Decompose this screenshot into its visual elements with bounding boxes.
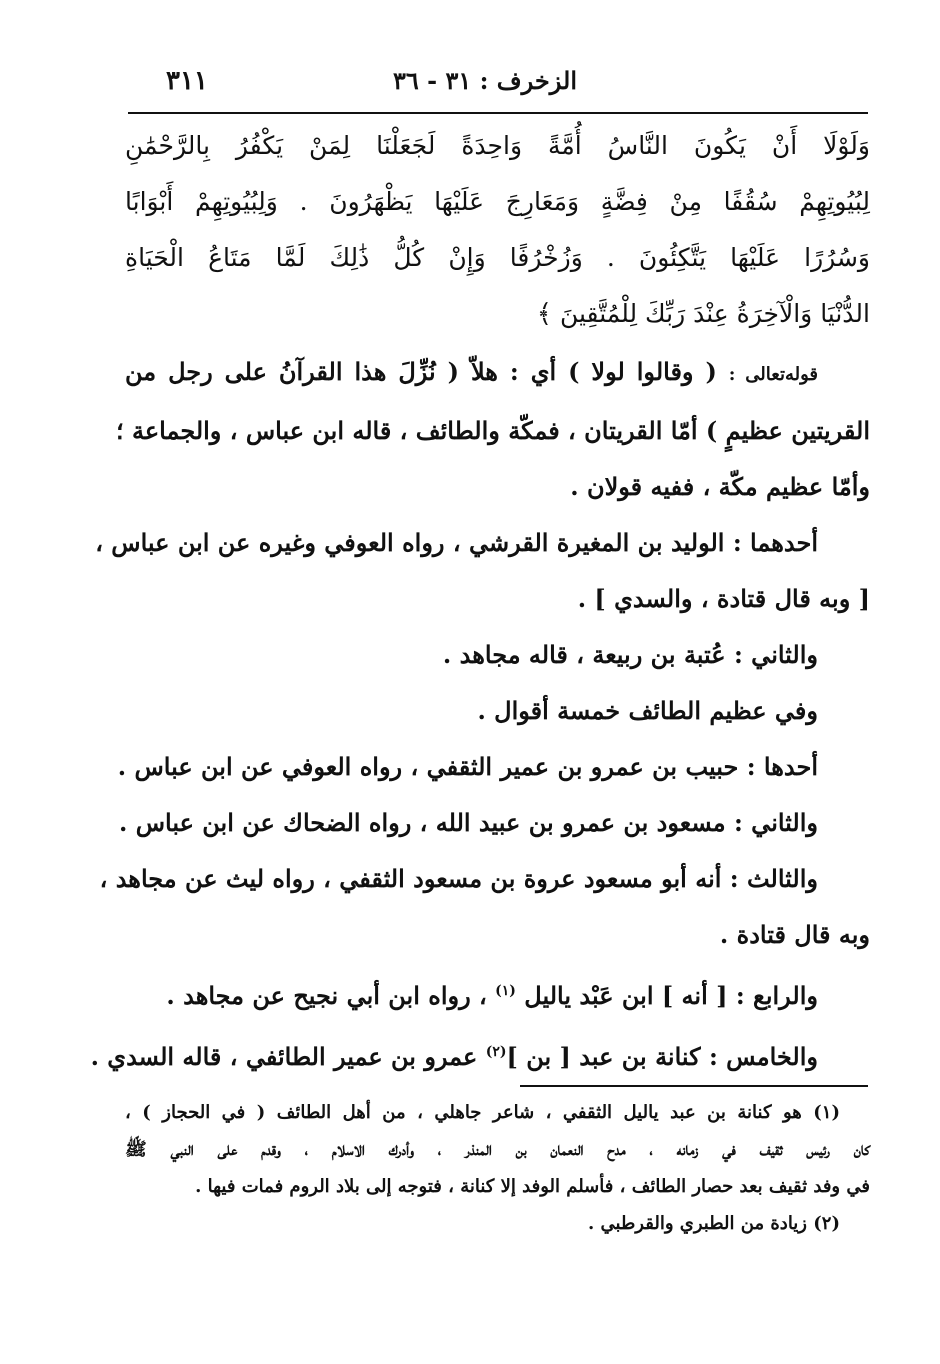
verse-line: لِبُيُوتِهِمْ سُقُفًا مِنْ فِضَّةٍ وَمَعَارِجَ عَلَيْهَا يَظْهَرُونَ . وَلِبُيُوتِهِمْ أَبْوَابًا bbox=[125, 187, 870, 216]
verse-line-text: الدُّنْيَا وَالْآخِرَةُ عِنْدَ رَبِّكَ لِلْمُتَّقِينَ bbox=[559, 299, 870, 328]
commentary-text: والرابع : [ أنه ] ابن عَبْد ياليل bbox=[524, 981, 818, 1010]
footnote-ref-2: (٢) bbox=[485, 1044, 507, 1060]
footnotes bbox=[125, 1094, 870, 1242]
commentary-line: [ وبه قال قتادة ، والسدي ] . bbox=[577, 584, 870, 613]
commentary-line: وأمّا عظيم مكّة ، ففيه قولان . bbox=[570, 472, 870, 501]
commentary-paragraph: أحدها : حبيب بن عمرو بن عمير الثقفي ، رواه العوفي عن ابن عباس . bbox=[117, 752, 818, 781]
commentary-line: القريتين عظيمٍ ) أمّا القريتان ، فمكّة والطائف ، قاله ابن عباس ، والجماعة ؛ bbox=[115, 416, 870, 445]
header-rule bbox=[128, 112, 868, 114]
commentary-text: ( وقالوا لولا ) أي : هلاّ ( نُزِّلَ هذا القرآنُ على رجل من bbox=[125, 357, 717, 386]
commentary-paragraph: وفي عظيم الطائف خمسة أقوال . bbox=[477, 696, 818, 725]
footnote-2: (٢) زيادة من الطبري والقرطبي . bbox=[588, 1213, 840, 1234]
commentary-paragraph bbox=[125, 963, 870, 1024]
quran-verse-block bbox=[125, 118, 870, 342]
commentary-paragraph: والثالث : أنه أبو مسعود عروة بن مسعود الثقفي ، رواه ليث عن مجاهد ، bbox=[99, 864, 818, 893]
verse-line: وَلَوْلَا أَنْ يَكُونَ النَّاسُ أُمَّةً وَاحِدَةً لَجَعَلْنَا لِمَنْ يَكْفُرُ بِالرَّحْمَٰنِ bbox=[125, 131, 870, 160]
verse-line-last bbox=[125, 286, 870, 342]
commentary-paragraph: والثاني : مسعود بن عمرو بن عبيد الله ، رواه الضحاك عن ابن عباس . bbox=[119, 808, 818, 837]
commentary-line: وبه قال قتادة . bbox=[719, 920, 870, 949]
commentary-text: والخامس : كنانة بن عبد [ بن ] bbox=[506, 1042, 818, 1071]
footnote-1-line: في وفد ثقيف بعد حصار الطائف ، فأسلم الوفد إلا كنانة ، فتوجه إلى بلاد الروم فمات فيها . bbox=[195, 1176, 870, 1197]
commentary-lead: قوله‌تعالى : bbox=[728, 364, 818, 385]
page-number: ٣١١ bbox=[166, 66, 208, 96]
commentary-body bbox=[90, 344, 870, 1085]
commentary-paragraph bbox=[90, 1024, 870, 1085]
footnote-ref-1: (١) bbox=[495, 983, 516, 999]
commentary-paragraph bbox=[125, 344, 870, 403]
commentary-paragraph: أحدهما : الوليد بن المغيرة القرشي ، رواه العوفي وغيره عن ابن عباس ، bbox=[95, 528, 818, 557]
commentary-text: عمرو بن عمير الطائفي ، قاله السدي . bbox=[90, 1042, 478, 1071]
commentary-paragraph: والثاني : عُتبة بن ربيعة ، قاله مجاهد . bbox=[442, 640, 818, 669]
commentary-text: ، رواه ابن أبي نجيح عن مجاهد . bbox=[166, 981, 487, 1010]
footnote-1-line: (١) هو كنانة بن عبد ياليل الثقفي ، شاعر جاهلي ، من أهل الطائف ( في الحجاز ) ، bbox=[125, 1102, 840, 1123]
verse-end-mark: ﴾ bbox=[536, 299, 553, 329]
page-header bbox=[128, 64, 850, 108]
footnote-1-line: كان رئيس ثقيف في زمانه ، مدح النعمان بن المنذر ، وأدرك الاسلام ، وقدم على النبي ﷺ bbox=[125, 1139, 870, 1160]
footnote-rule bbox=[520, 1085, 868, 1087]
running-head: الزخرف : ٣١ - ٣٦ bbox=[393, 66, 577, 95]
verse-line: وَسُرُرًا عَلَيْهَا يَتَّكِئُونَ . وَزُخْرُفًا وَإِنْ كُلُّ ذَٰلِكَ لَمَّا مَتَاعُ الْحَيَاةِ bbox=[125, 243, 870, 272]
